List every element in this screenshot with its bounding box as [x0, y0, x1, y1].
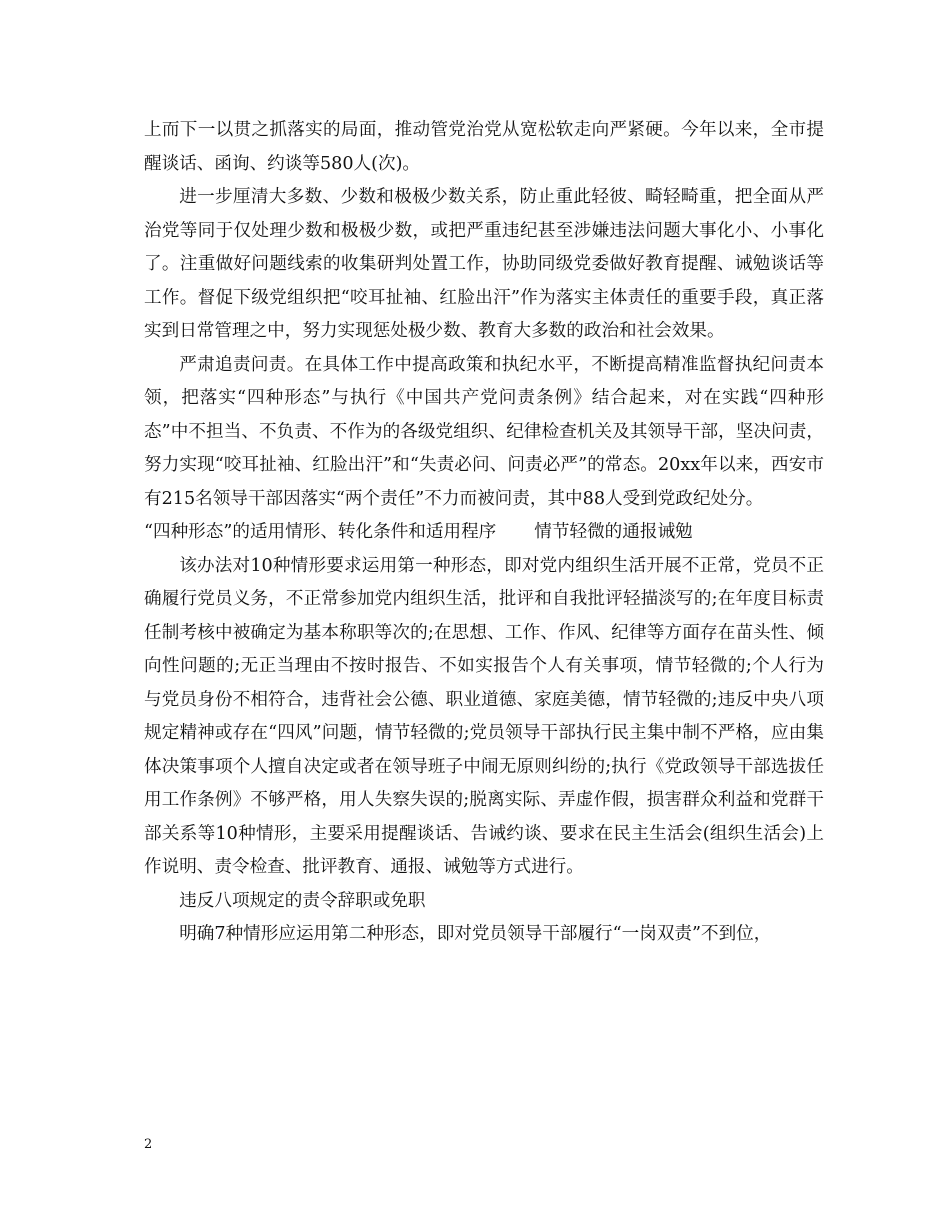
section-heading — [144, 516, 824, 550]
section-heading-left: “四种形态”的适用情形、转化条件和适用程序 — [144, 522, 497, 542]
paragraph-4: 该办法对10种情形要求运用第一种形态，即对党内组织生活开展不正常，党员不正确履行党员义务，不正常参加党内组织生活，批评和自我批评轻描淡写的;在年度目标责任制考核中被确定为基本称职等次的;在思想、工作、作风、纪律等方面存在苗头性、倾向性问题的;无正当理由不按时报告、不如实报告个人有关事项，情节轻微的;个人行为与党员身份不相符合，违背社会公德、职业道德、家庭美德，情节轻微的;违反中央八项规定精神或存在“四风”问题，情节轻微的;党员领导干部执行民主集中制不严格，应由集体决策事项个人擅自决定或者在领导班子中闹无原则纠纷的;执行《党政领导干部选拔任用工作条例》不够严格，用人失察失误的;脱离实际、弄虚作假，损害群众利益和党群干部关系等10种情形，主要采用提醒谈话、告诫约谈、要求在民主生活会(组织生活会)上作说明、责令检查、批评教育、通报、诫勉等方式进行。 — [144, 555, 824, 877]
section-heading-right: 情节轻微的通报诫勉 — [534, 522, 693, 542]
subheading: 违反八项规定的责令辞职或免职 — [179, 890, 426, 911]
paragraph-3: 严肃追责问责。在具体工作中提高政策和执纪水平，不断提高精准监督执纪问责本领，把落实“四种形态”与执行《中国共产党问责条例》结合起来，对在实践“四种形态”中不担当、不负责、不作为的各级党组织、纪律检查机关及其领导干部，坚决问责，努力实现“咬耳扯袖、红脸出汗”和“失责必问、问责必严”的常态。20xx年以来，西安市有215名领导干部因落实“两个责任”不力而被问责，其中88人受到党政纪处分。 — [144, 354, 824, 509]
paragraph-5: 明确7种情形应运用第二种形态，即对党员领导干部履行“一岗双责”不到位， — [179, 924, 772, 944]
page-number: 2 — [144, 1137, 153, 1152]
document-body — [144, 114, 824, 952]
paragraph-2: 进一步厘清大多数、少数和极极少数关系，防止重此轻彼、畸轻畸重，把全面从严治党等同于仅处理少数和极极少数，或把严重违纪甚至涉嫌违法问题大事化小、小事化了。注重做好问题线索的收集研判处置工作，协助同级党委做好教育提醒、诫勉谈话等工作。督促下级党组织把“咬耳扯袖、红脸出汗”作为落实主体责任的重要手段，真正落实到日常管理之中，努力实现惩处极少数、教育大多数的政治和社会效果。 — [144, 187, 824, 341]
paragraph-1: 上而下一以贯之抓落实的局面，推动管党治党从宽松软走向严紧硬。今年以来，全市提醒谈话、函询、约谈等580人(次)。 — [144, 120, 824, 174]
